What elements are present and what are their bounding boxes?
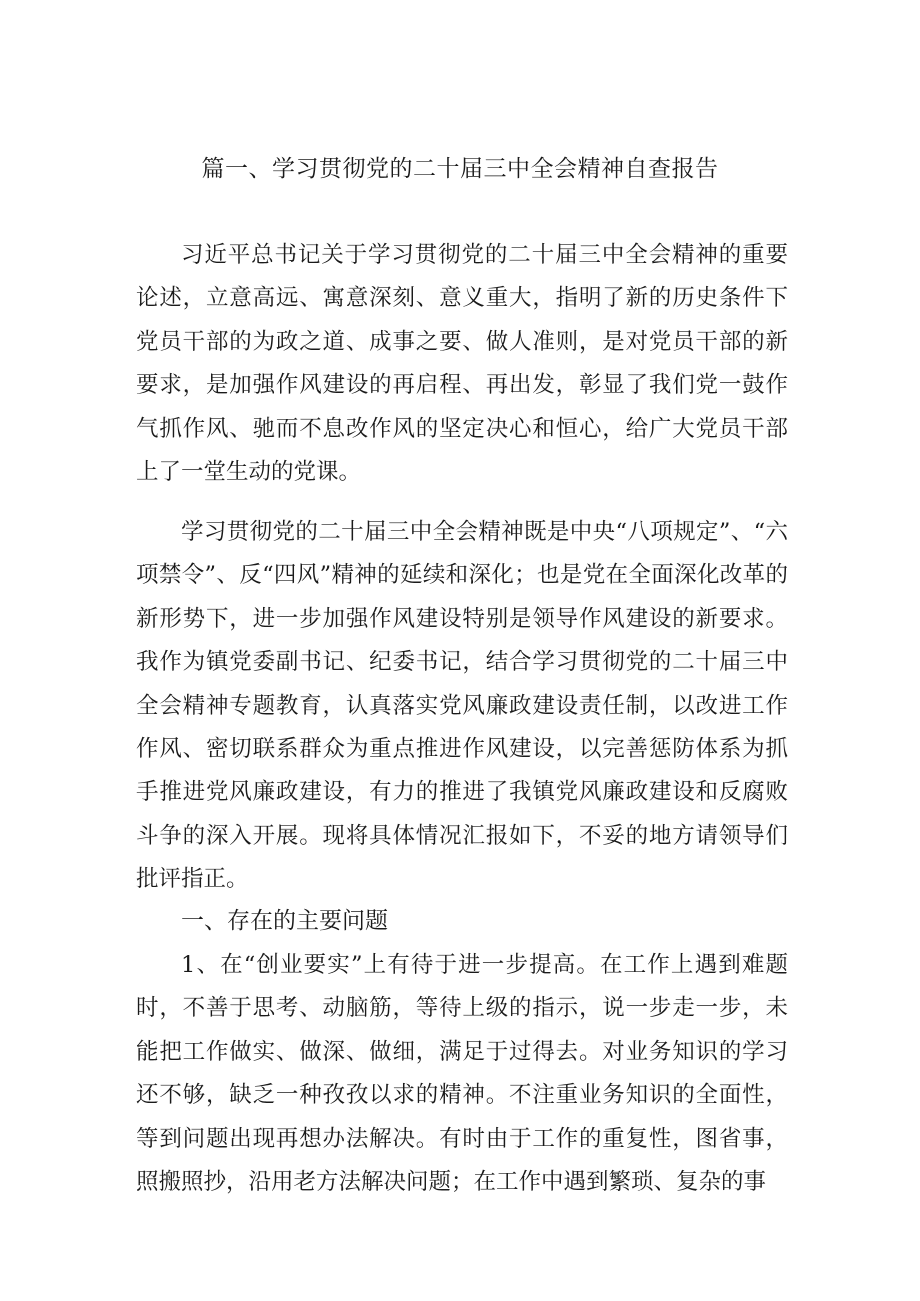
paragraph-problem-1: 1、在“创业要实”上有待于进一步提高。在工作上遇到难题时，不善于思考、动脑筋，等待上级的指示，说一步走一步，未能把工作做实、做深、做细，满足于过得去。对业务知识的学习还不够，缺乏一种孜孜以求的精神。不注重业务知识的全面性，等到问题出现再想办法解决。有时由于工作的重复性，图省事，照搬照抄，沿用老方法解决问题；在工作中遇到繁琐、复杂的事	[136, 952, 788, 1196]
document-title: 篇一、学习贯彻党的二十届三中全会精神自查报告	[201, 156, 719, 182]
paragraph-context: 学习贯彻党的二十届三中全会精神既是中央“八项规定”、“六项禁令”、反“四风”精神的延续和深化；也是党在全面深化改革的新形势下，进一步加强作风建设特别是领导作风建设的新要求。我作为镇党委副书记、纪委书记，结合学习贯彻党的二十届三中全会精神专题教育，认真落实党风廉政建设责任制，以改进工作作风、密切联系群众为重点推进作风建设，以完善惩防体系为抓手推进党风廉政建设，有力的推进了我镇党风廉政建设和反腐败斗争的深入开展。现将具体情况汇报如下，不妥的地方请领导们批评指正。	[136, 519, 788, 893]
paragraph-intro: 习近平总书记关于学习贯彻党的二十届三中全会精神的重要论述，立意高远、寓意深刻、意义重大，指明了新的历史条件下党员干部的为政之道、成事之要、做人准则，是对党员干部的新要求，是加强作风建设的再启程、再出发，彰显了我们党一鼓作气抓作风、驰而不息改作风的坚定决心和恒心，给广大党员干部上了一堂生动的党课。	[136, 242, 788, 486]
section-heading: 一、存在的主要问题	[181, 908, 388, 934]
